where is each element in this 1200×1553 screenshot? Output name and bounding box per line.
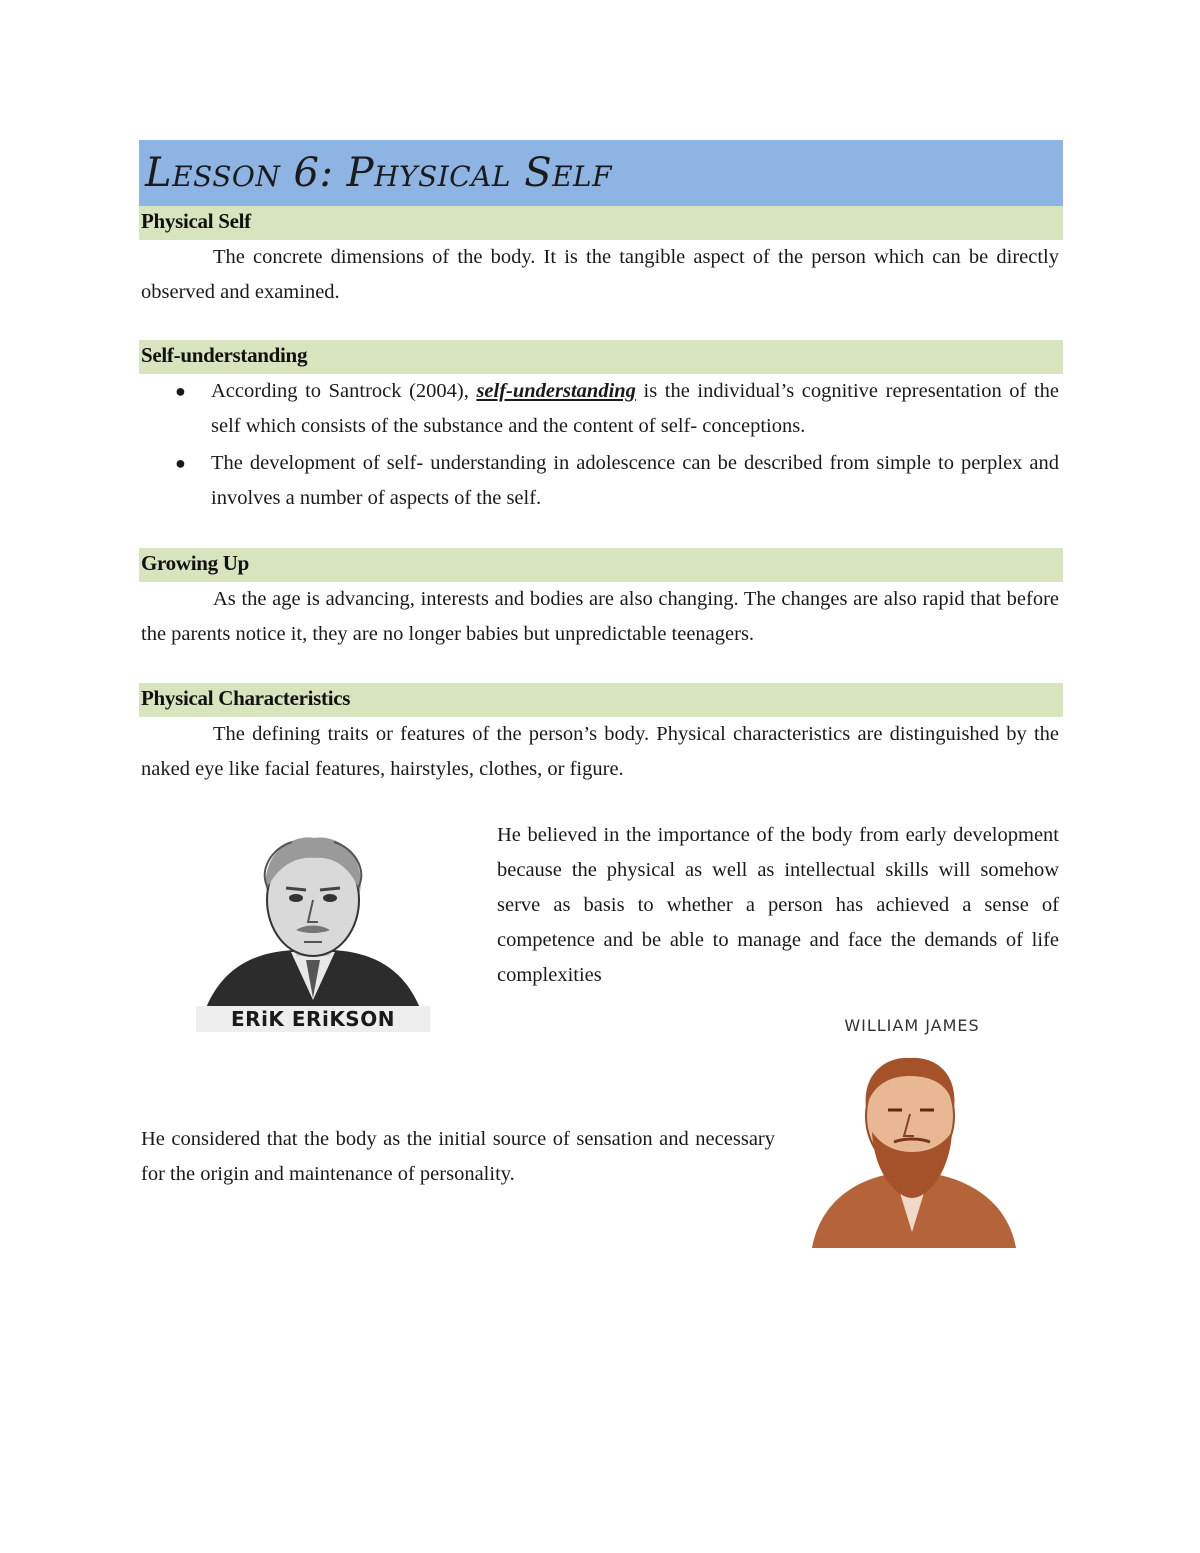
- william-james-paragraph: He considered that the body as the initial source of sensation and necessary for the origin and maintenance of personality.: [141, 1128, 775, 1185]
- bullet-text: is the individual’s cognitive representation of the self which consists of the substance and the content of self- conceptions.: [211, 380, 1059, 437]
- william-james-portrait: [792, 1012, 1032, 1248]
- section-heading-physical-characteristics: [139, 683, 1063, 717]
- growing-up-paragraph: As the age is advancing, interests and bodies are also changing. The changes are also rapid that before the parents notice it, they are no longer babies but unpredictable teenagers.: [141, 588, 1059, 645]
- section-heading-growing-up: [139, 548, 1063, 582]
- william-james-caption: WILLIAM JAMES: [844, 1016, 980, 1035]
- physical-characteristics-paragraph: The defining traits or features of the person’s body. Physical characteristics are distinguished by the naked eye like facial features, hairstyles, clothes, or figure.: [141, 723, 1059, 780]
- list-item: [141, 446, 1059, 516]
- bullet-icon: ●: [175, 453, 186, 473]
- heading-label: Physical Self: [141, 209, 251, 233]
- erikson-sketch-image: [196, 830, 430, 1032]
- section-heading-self-understanding: [139, 340, 1063, 374]
- heading-label: Growing Up: [141, 551, 250, 575]
- william-james-sketch-image: [792, 1012, 1032, 1248]
- emphasized-term: self-understanding: [476, 380, 636, 402]
- heading-label: Self-understanding: [141, 343, 308, 367]
- title-banner: [139, 140, 1063, 206]
- page-title: Lesson 6: Physical Self: [145, 150, 613, 196]
- list-item: [141, 374, 1059, 444]
- section-heading-physical-self: [139, 206, 1063, 240]
- heading-label: Physical Characteristics: [141, 686, 351, 710]
- physical-self-paragraph: The concrete dimensions of the body. It is the tangible aspect of the person which can be directly observed and examined.: [141, 246, 1059, 303]
- erikson-caption: ERiK ERiKSON: [231, 1007, 395, 1031]
- bullet-text: According to Santrock (2004),: [211, 380, 477, 402]
- erikson-portrait: [196, 830, 430, 1032]
- bullet-text: The development of self- understanding in adolescence can be described from simple to perplex and involves a number of aspects of the self.: [211, 452, 1059, 509]
- erikson-paragraph: He believed in the importance of the body from early development because the physical as well as intellectual skills will somehow serve as basis to whether a person has achieved a sense of competence and be able to manage and face the demands of life complexities: [497, 824, 1059, 986]
- bullet-icon: ●: [175, 381, 186, 401]
- self-understanding-list: [141, 374, 1059, 518]
